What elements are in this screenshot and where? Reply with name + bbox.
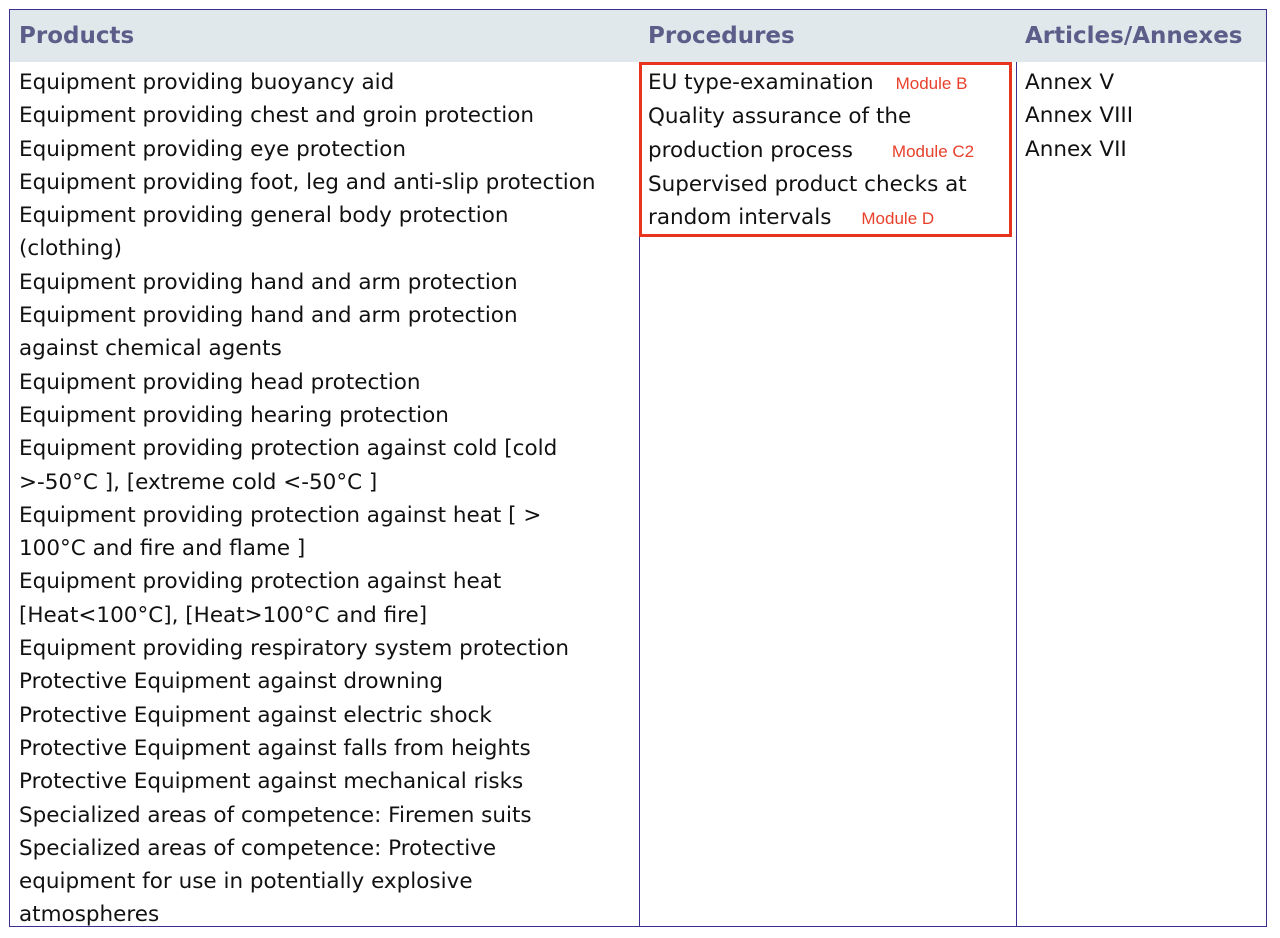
article-line: Annex VII [1025, 136, 1127, 162]
product-line: Equipment providing protection against heat [19, 569, 502, 595]
articles-column [1025, 66, 1133, 166]
procedures-highlight-box [639, 62, 1012, 237]
product-line: Protective Equipment against electric shock [19, 702, 492, 728]
product-line: 100°C and fire and flame ] [19, 536, 306, 562]
header-procedures: Procedures [648, 23, 795, 49]
product-line: Specialized areas of competence: Protective [19, 835, 497, 861]
product-line: [Heat<100°C], [Heat>100°C and fire] [19, 602, 428, 628]
product-line: equipment for use in potentially explosive [19, 869, 473, 895]
product-line: Protective Equipment against drowning [19, 669, 444, 695]
product-line: Specialized areas of competence: Firemen suits [19, 802, 532, 828]
article-line: Annex V [1025, 70, 1115, 95]
module-label: Module D [861, 209, 935, 229]
product-line: Equipment providing buoyancy aid [19, 70, 395, 95]
procedure-text: Supervised product checks at [648, 171, 967, 197]
header-articles: Articles/Annexes [1025, 23, 1243, 49]
product-line: Protective Equipment against falls from heights [19, 735, 531, 761]
product-line: Equipment providing protection against cold [cold [19, 436, 558, 462]
procedures-table [9, 9, 1267, 927]
product-line: (clothing) [19, 236, 123, 262]
product-line: Equipment providing hand and arm protection [19, 269, 518, 295]
product-line: Equipment providing eye protection [19, 136, 406, 162]
product-line: Equipment providing chest and groin protection [19, 103, 534, 129]
table-header [10, 10, 1266, 62]
product-line: Equipment providing general body protection [19, 203, 509, 229]
procedure-text: EU type-examination [648, 70, 874, 95]
product-line: Equipment providing hand and arm protection [19, 303, 518, 329]
product-line: >-50°C ], [extreme cold <-50°C ] [19, 469, 378, 495]
procedure-text: production process [648, 137, 853, 163]
header-products: Products [19, 23, 135, 49]
product-line: Equipment providing hearing protection [19, 402, 449, 428]
product-line: against chemical agents [19, 336, 282, 362]
module-label: Module B [895, 74, 968, 93]
procedure-text: random intervals [648, 205, 832, 231]
product-line: Equipment providing foot, leg and anti-slip protection [19, 169, 596, 195]
products-column [19, 66, 596, 932]
article-line: Annex VIII [1025, 103, 1134, 129]
procedure-text: Quality assurance of the [648, 104, 912, 130]
product-line: Equipment providing protection against heat [ > [19, 502, 542, 528]
product-line: Equipment providing head protection [19, 369, 421, 395]
column-divider-2 [1016, 62, 1017, 926]
product-line: Protective Equipment against mechanical risks [19, 769, 524, 795]
product-line: atmospheres [19, 902, 160, 928]
module-label: Module C2 [891, 141, 975, 161]
product-line: Equipment providing respiratory system protection [19, 636, 569, 662]
